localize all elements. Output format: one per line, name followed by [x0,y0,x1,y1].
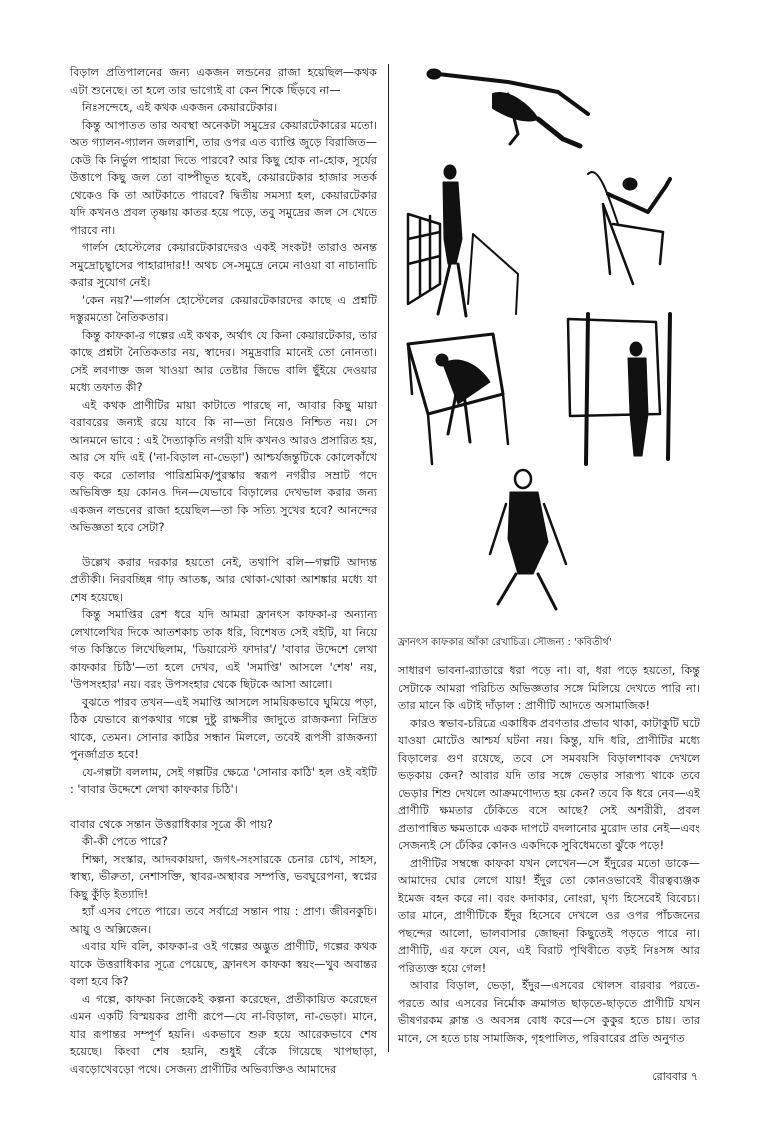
sketch-figure-fence [408,165,518,316]
article-right-column [398,662,700,1054]
paragraph: নিঃসন্দেহে, এই কথক একজন কেয়ারটেকার। [82,101,278,114]
paragraph: কিন্তু আপাতত তার অবস্থা অনেকটা সমুদ্রের কেয়ারটেকারের মতো। অত গ্যালন-গ্যালন জলরাশি, তার ওপর এত ব্যাপ্তি জুড়ে বিরাজিত—কেউ কি নির্ভুল পাহারা দিতে পারবে? আর কিছু হোক না-হোক, সূর্যের উত্তাপে কিছু জল তো বাষ্পীভূত হবেই, কেয়ারটেকার হাজার সতর্ক থেকেও কি তা আটকাতে পারবে? দ্বিতীয় সমস্যা হল, কেয়ারটেকার যদি কখনও প্রবল তৃষ্ণায় কাতর হয়ে পড়ে, তবু সমুদ্রের জল সে খেতে পারবে না। [70,118,377,237]
figure-sketch [398,64,698,624]
column-divider [388,64,389,1052]
page-folio: রোববার ৭ [652,1070,698,1083]
sketch-leaping-figure [427,69,588,146]
paragraph: শিক্ষা, সংস্কার, আদবকায়দা, জগৎ-সংসারকে চেনার চোখ, সাহস, স্বাস্থ্য, ভীরুতা, নেশাসক্তি, স্থাবর-অস্থাবর সম্পত্তি, ভবঘুরেপনা, স্বপ্নের কিছু কুঁড়ি ইত্যাদি! [70,852,377,901]
paragraph: এবার যদি বলি, কাফকা-র ওই গল্পের অদ্ভুত প্রাণীটি, গল্পের কথক যাকে উত্তরাধিকার সূত্রে পেয়েছে, ফ্রানৎস কাফকা স্বয়ং—খুব অবান্তর বলা হবে কি? [70,940,377,988]
paragraph: বাবার থেকে সন্তান উত্তরাধিকার সূত্রে কী পায়? [70,817,273,831]
paragraph: প্রাণীটির সম্বন্ধে কাফকা যখন লেখেন—সে ইঁদুরের মতো ডাকে—আমাদের ঘোর লেগে যায়! ইঁদুর তো কোনওভাবেই বীরত্বব্যঞ্জক ইমেজ বহন করে না। বরং কদাকার, নোংরা, ঘৃণ্য হিসেবেই বিবেচ্য। তার মানে, প্রাণীটিকে ইঁদুর হিসেবে দেখলে ওর ওপর পাঁচজনের পছন্দের আলো, ভালবাসার জোছনা কিছুতেই পড়তে পারে না। প্রাণীটি, এর ফলে যেন, এই বিরাট পৃথিবীতে বড়ই নিঃসঙ্গ আর পরিত্যক্ত হয়ে গেল! [398,856,700,975]
figure-caption: ফ্রানৎস কাফকার আঁকা রেখাচিত্র। সৌজন্য : 'কবিতীর্থ' [398,637,612,648]
paragraph: উল্লেখ করার দরকার হয়তো নেই, তথাপি বলি—গল্পটি আদ্যন্ত প্রতীকী। নিরবচ্ছিন্ন গাঢ় আতঙ্ক, আর থোকা-থোকা আশঙ্কার মধ্যে যা শেষ হয়েছে। [70,555,377,604]
sketch-figure-doorframe [568,314,670,464]
paragraph: হ্যাঁ এসব পেতে পারে। তবে সর্বাগ্রে সন্তান পায় : প্রাণ। জীবনকুচি। আয়ু ও অক্সিজেন। [70,905,377,936]
paragraph: কী-কী পেতে পারে? [82,835,168,848]
paragraph: গার্লস হোস্টেলের কেয়ারটেকারদেরও একই সংকট! তারাও অনন্ত সমুদ্রোচ্ছ্বাসের পাহারাদার!! অথচ সে-সমুদ্রে নেমে নাওয়া বা নাচানাচি করার সুযোগ নেই। [70,241,377,289]
paragraph: আবার বিড়াল, ভেড়া, ইঁদুর—এসবের খোলস বারবার পরতে-পরতে আর এসবের নির্মোক ক্রমাগত ছাড়তে-ছাড়তে প্রাণীটি যখন ভীষণরকম ক্লান্ত ও অবসন্ন বোধ করে—সে কুকুর হতে চায়। তার মানে, সে হতে চায় সামাজিক, গৃহপালিত, পরিবারের প্রতি অনুগত [398,979,700,1045]
paragraph: 'কেন নয়?'—গার্লস হোস্টেলের কেয়ারটেকারদের কাছে এ প্রশ্নটি দস্তুরমতো নৈতিকতার। [70,293,377,324]
sketch-figure-cane [490,470,566,609]
paragraph: কিন্তু সমাপ্তির রেশ ধরে যদি আমরা ফ্রানৎস কাফকা-র অন্যান্য লেখালেখির দিকে আতশকাচ তাক ধরি, বিশেষত সেই বইটি, যা নিয়ে গত কিস্তিতে লিখেছিলাম, 'ডিয়ারেস্ট ফাদার'/ 'বাবার উদ্দেশে লেখা কাফকার চিঠি'—তা হলে দেখব, এই 'সমাপ্তি' আসলে 'শেষ' নয়, 'উপসংহার' নয়। বরং উপসংহার থেকে ছিটকে আসা আলো। [70,608,377,691]
paragraph: কারও স্বভাব-চরিত্রে একাধিক প্রবণতার প্রভাব থাকা, কাটাকুটি ঘটে যাওয়া মোটেও আশ্চর্য ঘটনা নয়। কিন্তু, যদি ধরি, প্রাণীটির মধ্যে বিড়ালের গুণ রয়েছে, তবে সে সমবয়সি বিড়ালশাবক দেখলে ভড়কায় কেন? আবার যদি তার সঙ্গে ভেড়ার সারূপ্য থাকে তবে ভেড়ার শিশু দেখলে আক্রমণোদ্যত হয় কেন? তবে কি ধরে নেব—এই প্রাণীটি ক্ষমতার ঢেঁকিতে বসে আছে? সেই অশরীরী, প্রবল প্রতাপান্বিত ক্ষমতাকে একক দাপটে বদলানোর মুরোদ তার নেই—এবং সেজন্যই সে ঢেঁকির কোনও একদিকে সুবিধেমতো ঝুঁকে পড়ে! [398,716,700,852]
paragraph: বুঝতে পারব তখন—এই সমাপ্তি আসলে সাময়িকভাবে ঘুমিয়ে পড়া, ঠিক যেভাবে রূপকথার গল্পে দুষ্টু রাক্ষসীর জাদুতে রাজকন্যা নিদ্রিত থাকে, তেমন। সোনার কাঠির সন্ধান মিললে, তবেই রূপসী রাজকন্যা পুনর্জাগ্রত হবে! [70,695,377,761]
paragraph: যে-গল্পটা বললাম, সেই গল্পটির ক্ষেত্রে 'সোনার কাঠি' হল ওই বইটি : 'বাবার উদ্দেশে লেখা কাফকার চিঠি'। [70,765,377,796]
paragraph: এ গল্পে, কাফকা নিজেকেই কল্পনা করেছেন, প্রতীকায়িত করেছেন এমন একটি বিস্ময়কর প্রাণী রূপে—যে না-বিড়াল, না-ভেড়া। মানে, যার রূপান্তর সম্পূর্ণ হয়নি। একভাবে শুরু হয়ে আরেকভাবে শেষ হয়েছে। কিংবা শেষ হয়নি, শুধুই বেঁকে গিয়েছে খাপছাড়া, এবড়োখেবড়ো পথে। সেজন্য প্রাণীটির অভিব্যক্তিও আমাদের [70,992,377,1076]
paragraph: এই কথক প্রাণীটির মায়া কাটাতে পারছে না, আবার কিছু মায়া বরাবরের জন্যই রয়ে যাবে কি না—তা নিয়েও নিশ্চিত নয়। সে আনমনে ভাবে : এই দৈত্যাকৃতি নগরী যদি কখনও আরও প্রসারিত হয়, আর সে যদি এই ('না-বিড়াল না-ভেড়া') আশ্চর্যজন্তুটিকে কোলেকাঁখে বড় করে তোলার পারিশ্রমিক/পুরস্কার স্বরূপ নগরীর সম্রাট পদে অভিষিক্ত হয় কোনও দিন—যেভাবে বিড়ালের দেখভাল করার জন্য একজন লন্ডনের রাজা হয়েছিল—তা কি সত্যি সুখের হবে? আনন্দের অভিজ্ঞতা হবে সেটা? [70,398,377,534]
article-left-column [70,64,377,1076]
sketch-seated-figure [588,172,670,284]
kafka-sketches-figure [398,64,698,624]
paragraph: বিড়াল প্রতিপালনের জন্য একজন লন্ডনের রাজা হয়েছিল—কথক এটা শুনেছে। তা হলে তার ভাগ্যেই বা কেন শিকে ছিঁড়বে না— [70,66,377,97]
paragraph: সাধারণ ভাবনা-র‍্যাডারে ধরা পড়ে না। বা, ধরা পড়ে হয়তো, কিন্তু সেটাকে আমরা পরিচিত অভিজ্ঞতার সঙ্গে মিলিয়ে দেখতে পারি না। তার মানে কি এটাই দাঁড়াল : প্রাণীটি আদতে অসামাজিক! [398,664,700,712]
paragraph: কিন্তু কাফকা-র গল্পের এই কথক, অর্থাৎ যে কিনা কেয়ারটেকার, তার কাছে প্রশ্নটা নৈতিকতার নয়, স্বাদের। সমুদ্রবারি মানেই তো নোনতা। সেই লবণাক্ত জল খাওয়া আর তেষ্টার জিভে বালি ছুঁইয়ে দেওয়ার মধ্যে তফাত কী? [70,328,377,394]
sketch-figure-table [408,334,508,464]
